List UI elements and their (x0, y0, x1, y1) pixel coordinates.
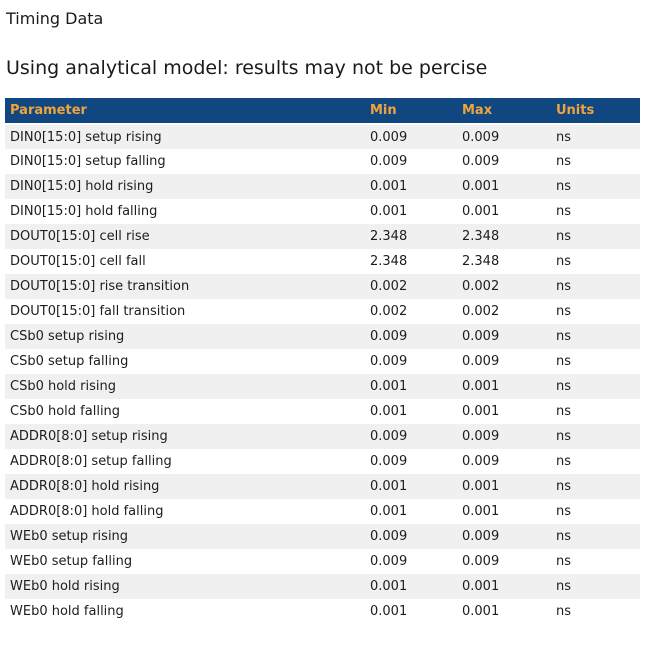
units-cell: ns (556, 379, 572, 394)
max-cell: 0.009 (462, 429, 500, 444)
parameter-cell: CSb0 setup rising (10, 329, 125, 344)
table-row (5, 299, 640, 324)
max-cell: 0.009 (462, 454, 500, 469)
table-row (5, 449, 640, 474)
table-row (5, 349, 640, 374)
column-header-max: Max (457, 98, 551, 124)
min-cell: 0.002 (370, 279, 408, 294)
units-cell: ns (556, 454, 572, 469)
table-row (5, 324, 640, 349)
table-row (5, 199, 640, 224)
max-cell: 0.009 (462, 354, 500, 369)
min-cell: 0.001 (370, 404, 408, 419)
table-row (5, 574, 640, 599)
min-cell: 0.009 (370, 354, 408, 369)
min-cell: 0.001 (370, 579, 408, 594)
units-cell: ns (556, 354, 572, 369)
min-cell: 0.009 (370, 429, 408, 444)
min-cell: 0.009 (370, 129, 408, 145)
table-row (5, 499, 640, 524)
column-header-parameter: Parameter (5, 98, 365, 124)
min-cell: 0.009 (370, 329, 408, 344)
min-cell: 0.001 (370, 504, 408, 519)
units-cell: ns (556, 154, 572, 169)
units-cell: ns (556, 279, 572, 294)
column-header-min: Min (365, 98, 457, 124)
parameter-cell: CSb0 hold falling (10, 404, 121, 419)
min-cell: 0.009 (370, 454, 408, 469)
units-cell: ns (556, 404, 572, 419)
max-cell: 0.009 (462, 154, 500, 169)
parameter-cell: DIN0[15:0] setup falling (10, 154, 166, 169)
parameter-cell: ADDR0[8:0] hold falling (10, 504, 164, 519)
max-cell: 0.001 (462, 604, 500, 619)
units-cell: ns (556, 579, 572, 594)
subtitle: Using analytical model: results may not be percise (6, 57, 488, 79)
units-cell: ns (556, 229, 572, 244)
units-cell: ns (556, 304, 572, 319)
units-cell: ns (556, 479, 572, 494)
units-cell: ns (556, 604, 572, 619)
min-cell: 0.001 (370, 604, 408, 619)
table-row (5, 124, 640, 149)
parameter-cell: WEb0 hold falling (10, 604, 124, 619)
min-cell: 0.009 (370, 529, 408, 544)
table-row (5, 424, 640, 449)
max-cell: 0.009 (462, 329, 500, 344)
min-cell: 0.001 (370, 179, 408, 194)
table-row (5, 524, 640, 549)
max-cell: 0.001 (462, 404, 500, 419)
table-row (5, 549, 640, 574)
min-cell: 2.348 (370, 254, 408, 269)
max-cell: 0.002 (462, 279, 500, 294)
min-cell: 2.348 (370, 229, 408, 244)
max-cell: 0.001 (462, 579, 500, 594)
max-cell: 0.009 (462, 554, 500, 569)
max-cell: 2.348 (462, 254, 500, 269)
page-title: Timing Data (6, 9, 104, 28)
parameter-cell: DOUT0[15:0] cell rise (10, 229, 150, 244)
parameter-cell: DIN0[15:0] hold rising (10, 179, 154, 194)
parameter-cell: CSb0 hold rising (10, 379, 117, 394)
max-cell: 0.009 (462, 529, 500, 544)
parameter-cell: CSb0 setup falling (10, 354, 129, 369)
table-row (5, 224, 640, 249)
max-cell: 0.001 (462, 379, 500, 394)
table-row (5, 274, 640, 299)
units-cell: ns (556, 204, 572, 219)
table-row (5, 149, 640, 174)
timing-table (5, 98, 640, 624)
table-row (5, 374, 640, 399)
units-cell: ns (556, 179, 572, 194)
units-cell: ns (556, 129, 572, 145)
parameter-cell: ADDR0[8:0] setup falling (10, 454, 172, 469)
parameter-cell: DOUT0[15:0] rise transition (10, 279, 190, 294)
max-cell: 2.348 (462, 229, 500, 244)
table-header-row (5, 98, 640, 124)
units-cell: ns (556, 504, 572, 519)
units-cell: ns (556, 429, 572, 444)
column-header-units: Units (551, 98, 640, 124)
parameter-cell: DIN0[15:0] setup rising (10, 129, 162, 145)
parameter-cell: WEb0 setup falling (10, 554, 133, 569)
table-row (5, 399, 640, 424)
units-cell: ns (556, 554, 572, 569)
min-cell: 0.009 (370, 554, 408, 569)
table-row (5, 474, 640, 499)
min-cell: 0.009 (370, 154, 408, 169)
table-row (5, 174, 640, 199)
parameter-cell: ADDR0[8:0] setup rising (10, 429, 168, 444)
units-cell: ns (556, 529, 572, 544)
units-cell: ns (556, 329, 572, 344)
max-cell: 0.001 (462, 179, 500, 194)
parameter-cell: DOUT0[15:0] cell fall (10, 254, 146, 269)
table-row (5, 249, 640, 274)
parameter-cell: DIN0[15:0] hold falling (10, 204, 158, 219)
max-cell: 0.002 (462, 304, 500, 319)
min-cell: 0.001 (370, 479, 408, 494)
max-cell: 0.009 (462, 129, 500, 145)
parameter-cell: WEb0 setup rising (10, 529, 129, 544)
max-cell: 0.001 (462, 504, 500, 519)
table-body (5, 124, 640, 624)
min-cell: 0.001 (370, 204, 408, 219)
table-row (5, 599, 640, 624)
parameter-cell: WEb0 hold rising (10, 579, 120, 594)
max-cell: 0.001 (462, 204, 500, 219)
min-cell: 0.001 (370, 379, 408, 394)
units-cell: ns (556, 254, 572, 269)
parameter-cell: DOUT0[15:0] fall transition (10, 304, 186, 319)
min-cell: 0.002 (370, 304, 408, 319)
max-cell: 0.001 (462, 479, 500, 494)
parameter-cell: ADDR0[8:0] hold rising (10, 479, 160, 494)
